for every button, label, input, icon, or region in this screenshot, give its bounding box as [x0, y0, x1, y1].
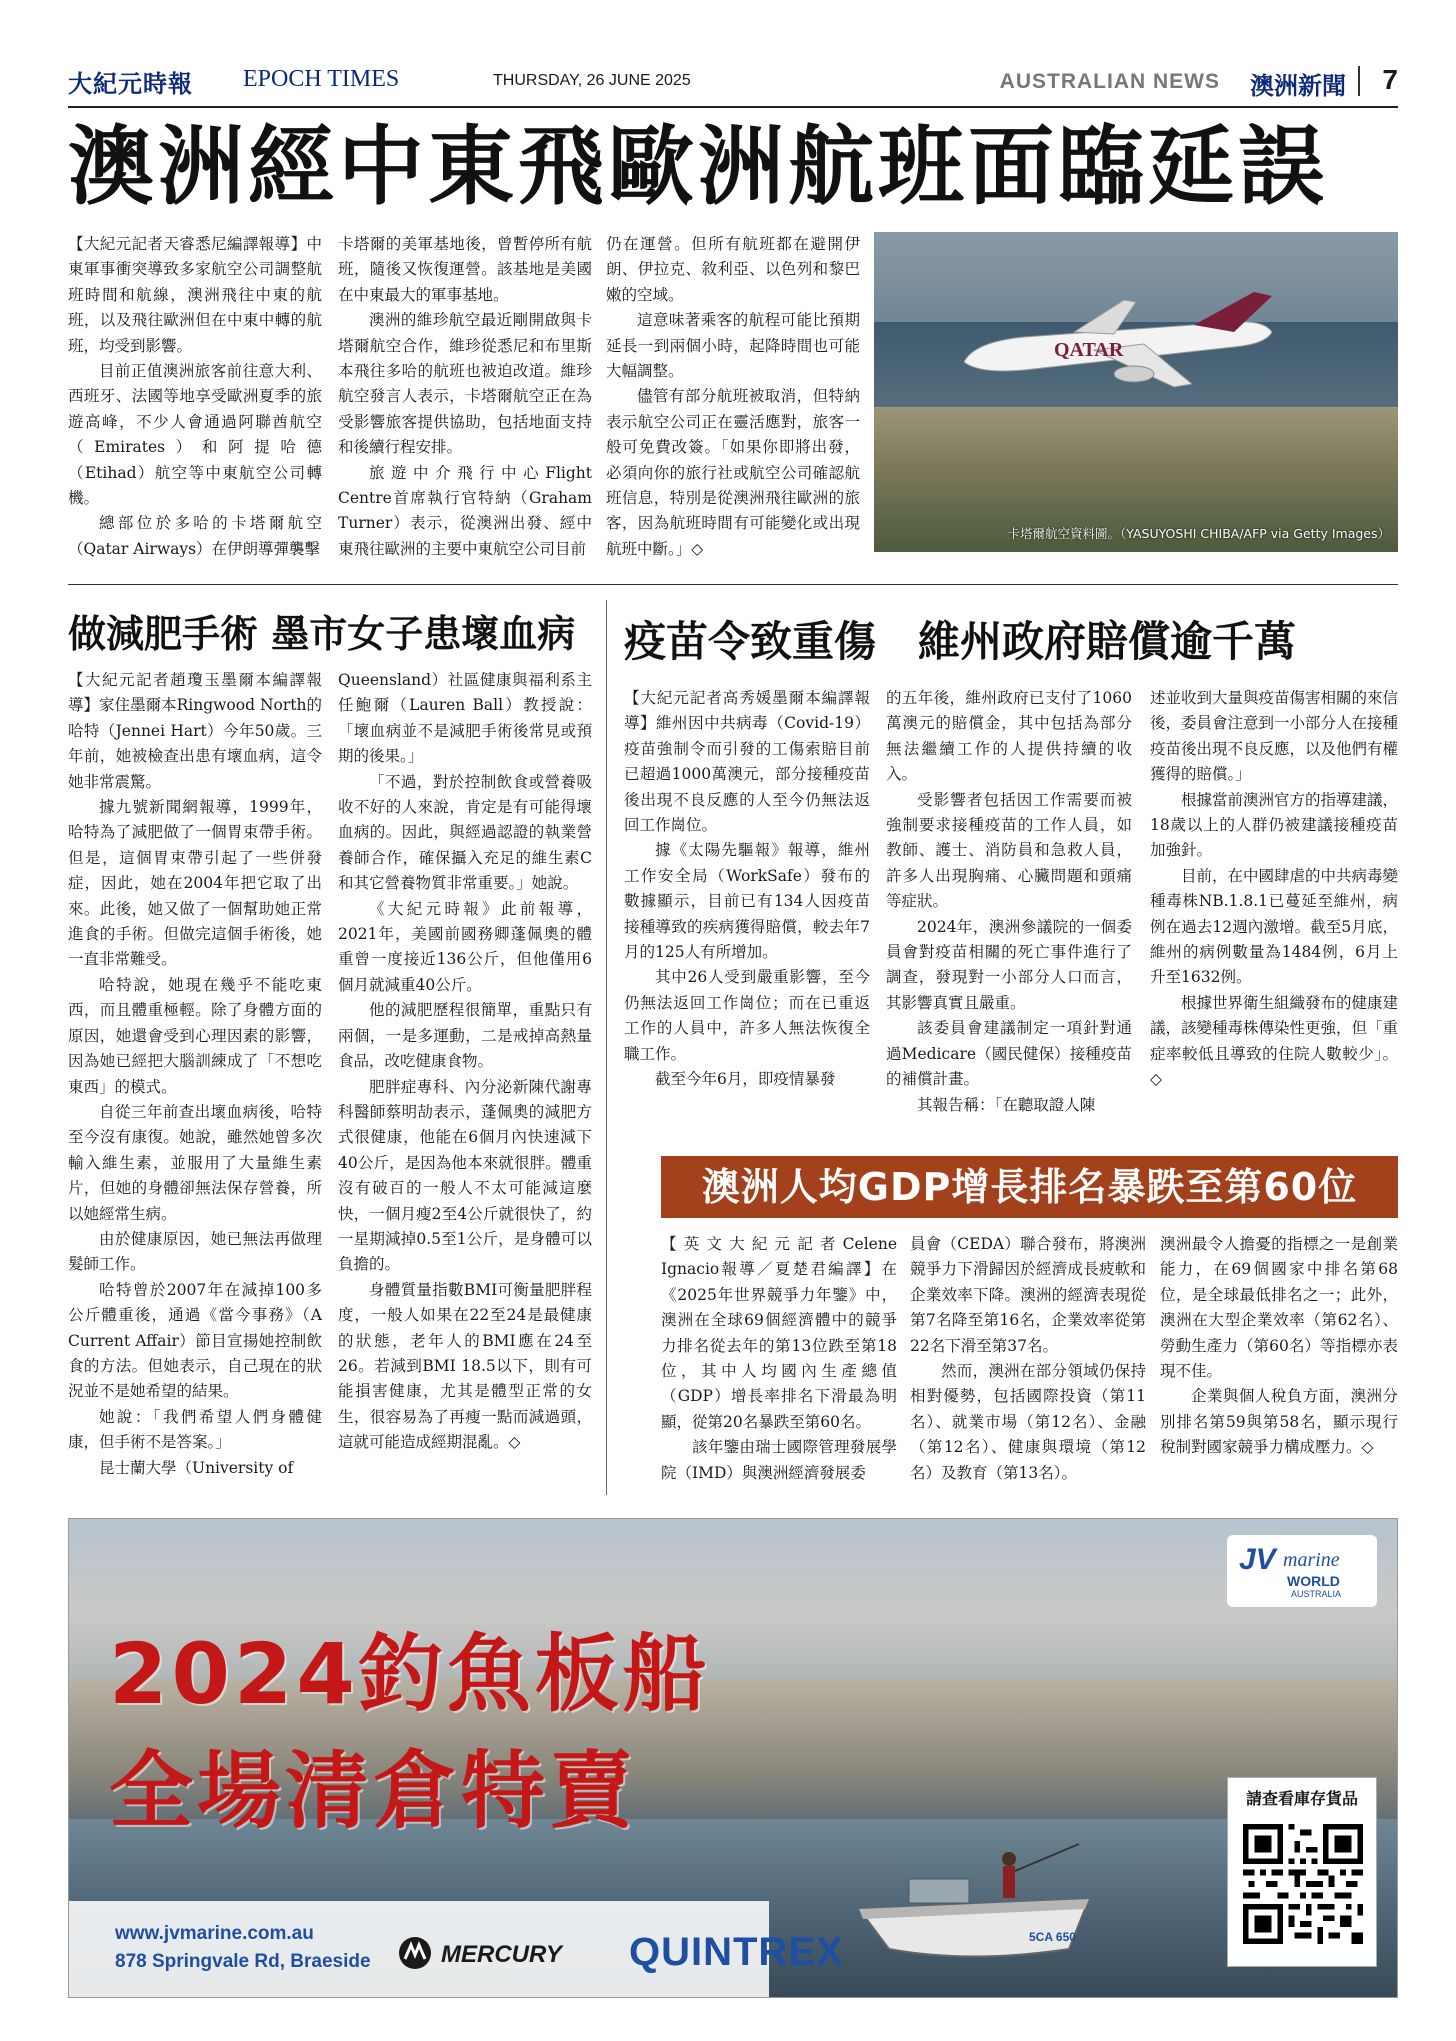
surgery-paragraph: 哈特曾於2007年在減掉100多公斤體重後，通過《當今事務》（A Current Affair）節目宣揚她控制飲食的方法。但她表示，自己現在的狀況並不是她希望的結果。: [68, 1280, 322, 1401]
ad-title-line-2: 全場清倉特賣: [109, 1742, 638, 1840]
lead-paragraph: 儘管有部分航班被取消，但特納表示航空公司正在靈活應對，旅客一般可免費改簽。「如果你即將出發，必須向你的旅行社或航空公司確認航班信息，特別是從澳洲飛往歐洲的旅客，因為航班時間有可能變化或出現航班中斷。」◇: [606, 387, 860, 557]
surgery-paragraph: 哈特說，她現在幾乎不能吃東西，而且體重極輕。除了身體方面的原因，她還會受到心理因素的影響，因為她已經把大腦訓練成了「不想吃東西」的模式。: [68, 975, 322, 1096]
vaccine-column-3: [1150, 686, 1398, 1136]
vaccine-paragraph: 根據當前澳洲官方的指導建議，18歲以上的人群仍被建議接種疫苗加強針。: [1150, 790, 1398, 860]
surgery-paragraph: 由於健康原因，她已無法再做理髮師工作。: [68, 1229, 322, 1274]
lead-headline: 澳洲經中東飛歐洲航班面臨延誤: [68, 117, 1328, 217]
vaccine-column-1: [624, 686, 870, 1136]
vaccine-paragraph: 2024年，澳洲參議院的一個委員會對疫苗相關的死亡事件進行了調查，發現對一小部分人口而言，其影響真實且嚴重。: [886, 917, 1132, 1012]
lead-paragraph: 旅遊中介飛行中心Flight Centre首席執行官特納（Graham Turner）表示，從澳洲出發、經中東飛往歐洲的主要中東航空公司目前: [338, 463, 592, 557]
ad-address: 878 Springvale Rd, Braeside: [115, 1951, 371, 1972]
surgery-paragraph: 身體質量指數BMI可衡量肥胖程度，一般人如果在22至24是最健康的狀態，老年人的BMI應在24至26。若減到BMI 18.5以下，則有可能損害健康，尤其是體型正常的女生，很容易為了再瘦一點而減過頭，這就可能造成經期混亂。◇: [338, 1280, 592, 1452]
lead-paragraph: 總部位於多哈的卡塔爾航空（Qatar Airways）在伊朗導彈襲擊: [68, 514, 322, 557]
qr-panel[interactable]: [1227, 1777, 1377, 1967]
surgery-paragraph: 「不過，對於控制飲食或營養吸收不好的人來說，肯定是有可能得壞血病的。因此，與經過認證的執業營養師合作，確保攝入充足的維生素C和其它營養物質非常重要。」她說。: [338, 772, 592, 893]
masthead-logo-english: EPOCH TIMES: [243, 66, 400, 92]
logo-jv-text: JV: [1239, 1543, 1276, 1576]
vaccine-paragraph: 的五年後，維州政府已支付了1060萬澳元的賠償金，其中包括為部分無法繼續工作的人提供持續的收入。: [886, 689, 1132, 784]
surgery-paragraph: 肥胖症專科、內分泌新陳代謝專科醫師蔡明劼表示，蓬佩奧的減肥方式很健康，他能在6個月內快速減下40公斤，是因為他本來就很胖。體重沒有破百的一般人不太可能減這麼快，一個月瘦2至4公斤就很快了，約一星期減掉0.5至1公斤，是身體可以負擔的。: [338, 1077, 592, 1274]
advertisement[interactable]: [68, 1518, 1398, 1998]
surgery-paragraph: 她說：「我們希望人們身體健康，但手術不是答案。」: [68, 1407, 322, 1452]
lead-paragraph: 卡塔爾的美軍基地後，曾暫停所有航班，隨後又恢復運營。該基地是美國在中東最大的軍事基地。: [338, 235, 592, 304]
mercury-logo-icon: [397, 1935, 441, 1971]
vaccine-paragraph: 【大紀元記者高秀媛墨爾本編譯報導】維州因中共病毒（Covid-19）疫苗強制令而引發的工傷索賠目前已超過1000萬澳元，部分接種疫苗後出現不良反應的人至今仍無法返回工作崗位。: [624, 689, 870, 835]
gdp-column-1: [661, 1232, 897, 1498]
gdp-column-2: [910, 1232, 1146, 1498]
lead-column-1: [68, 232, 322, 557]
surgery-paragraph: Queensland）社區健康與福利系主任鮑爾（Lauren Ball）教授說：「壞血病並不是減肥手術後常見或預期的後果。」: [338, 671, 592, 766]
boat-hull-label: 5CA 650: [1029, 1930, 1076, 1944]
gdp-column-3: [1160, 1232, 1398, 1498]
fishing-boat-image: [849, 1839, 1109, 1969]
lead-paragraph: 這意味著乘客的航程可能比預期延長一到兩個小時，起降時間也可能大幅調整。: [606, 311, 860, 381]
lead-paragraph: 目前正值澳洲旅客前往意大利、西班牙、法國等地享受歐洲夏季的旅遊高峰，不少人會通過阿聯酋航空（Emirates）和阿提哈德（Etihad）航空等中東航空公司轉機。: [68, 362, 322, 508]
vaccine-paragraph: 目前，在中國肆虐的中共病毒變種毒株NB.1.8.1已蔓延至維州，病例在過去12週內激增。截至5月底，維州的病例數量為1484例，6月上升至1632例。: [1150, 866, 1398, 987]
page-number: 7: [1382, 64, 1398, 95]
logo-marine-text: marine: [1283, 1549, 1340, 1571]
vaccine-paragraph: 其報告稱：「在聽取證人陳: [917, 1095, 1096, 1114]
jv-marine-logo[interactable]: [1227, 1535, 1377, 1607]
gdp-paragraph: 【英文大紀元記者Celene Ignacio報導／夏楚君編譯】在《2025年世界競爭力年鑒》中，澳洲在全球69個經濟體中的競爭力排名從去年的第13位跌至第18位，其中人均國內生產總值（GDP）增長率排名下滑最為明顯，從第20名暴跌至第60名。: [661, 1235, 897, 1431]
vaccine-paragraph: 受影響者包括因工作需要而被強制要求接種疫苗的工作人員，如教師、護士、消防員和急救人員，許多人出現胸痛、心臟問題和頭痛等症狀。: [886, 790, 1132, 911]
qr-code-icon[interactable]: [1243, 1824, 1363, 1944]
vaccine-paragraph: 述並收到大量與疫苗傷害相關的來信後，委員會注意到一小部分人在接種疫苗後出現不良反應，以及他們有權獲得的賠償。」: [1150, 689, 1398, 784]
mercury-brand-text: MERCURY: [441, 1941, 562, 1968]
logo-australia-text: AUSTRALIA: [1291, 1589, 1342, 1599]
gdp-paragraph: 員會（CEDA）聯合發布，將澳洲競爭力下滑歸因於經濟成長疲軟和企業效率下降。澳洲的經濟表現從第7名降至第16名，企業效率從第22名下滑至第37名。: [910, 1235, 1146, 1355]
quintrex-brand-text: QUINTREX: [629, 1930, 844, 1974]
section-divider: [68, 584, 1398, 585]
surgery-headline: 做減肥手術 墨市女子患壞血病: [68, 612, 576, 656]
gdp-paragraph: 澳洲最令人擔憂的指標之一是創業能力，在69個國家中排名第68位，是全球最低排名之一；此外，澳洲在大型企業效率（第62名）、勞動生產力（第60名）等指標亦表現不佳。: [1160, 1235, 1398, 1381]
airplane-livery-text: QATAR: [1054, 339, 1124, 361]
lead-column-3: [606, 232, 860, 557]
column-divider: [606, 600, 607, 1495]
surgery-paragraph: 昆士蘭大學（University of: [99, 1458, 294, 1477]
gdp-headline-banner: 澳洲人均GDP增長排名暴跌至第60位: [661, 1156, 1398, 1218]
ad-title-line-1: 2024釣魚板船: [109, 1625, 711, 1723]
gdp-paragraph: 企業與個人稅負方面，澳洲分別排名第59與第58名，顯示現行稅制對國家競爭力構成壓力。◇: [1160, 1387, 1398, 1457]
logo-world-text: WORLD: [1287, 1573, 1340, 1589]
section-name-chinese: 澳洲新聞: [1250, 72, 1346, 100]
surgery-paragraph: 【大紀元記者趙瓊玉墨爾本編譯報導】家住墨爾本Ringwood North的哈特（Jennei Hart）今年50歲。三年前，她被檢查出患有壞血病，這令她非常震驚。: [68, 671, 322, 791]
vaccine-paragraph: 其中26人受到嚴重影響，至今仍無法返回工作崗位；而在已重返工作的人員中，許多人無法恢復全職工作。: [624, 968, 870, 1063]
vaccine-paragraph: 截至今年6月，即疫情暴發: [655, 1070, 836, 1089]
masthead-logo-chinese: 大紀元時報: [68, 69, 193, 98]
masthead-divider: [1358, 66, 1360, 96]
photo-caption: 卡塔爾航空資料圖。（YASUYOSHI CHIBA/AFP via Getty Images）: [1007, 526, 1390, 541]
masthead: [68, 58, 1398, 108]
surgery-paragraph: 他的減肥歷程很簡單，重點只有兩個，一是多運動，二是戒掉高熱量食品，改吃健康食物。: [338, 1001, 592, 1071]
gdp-paragraph: 該年鑒由瑞士國際管理發展學院（IMD）與澳洲經濟發展委: [661, 1438, 897, 1482]
lead-paragraph: 【大紀元記者天睿悉尼編譯報導】中東軍事衝突導致多家航空公司調整航班時間和航線，澳洲飛往中東的航班，以及飛往歐洲但在中東中轉的航班，均受到影響。: [68, 235, 322, 355]
surgery-column-2: [338, 668, 592, 1498]
section-name-english: AUSTRALIAN NEWS: [999, 70, 1220, 93]
vaccine-paragraph: 根據世界衛生組織發布的健康建議，該變種毒株傳染性更強，但「重症率較低且導致的住院人數較少」。◇: [1150, 993, 1398, 1089]
vaccine-paragraph: 該委員會建議制定一項針對通過Medicare（國民健保）接種疫苗的補償計畫。: [886, 1019, 1132, 1089]
surgery-column-1: [68, 668, 322, 1498]
vaccine-paragraph: 據《太陽先驅報》報導，維州工作安全局（WorkSafe）發布的數據顯示，目前已有134人因疫苗接種導致的疾病獲得賠償，較去年7月的125人有所增加。: [624, 841, 870, 962]
lead-paragraph: 仍在運營。但所有航班都在避開伊朗、伊拉克、敘利亞、以色列和黎巴嫩的空域。: [606, 235, 860, 304]
gdp-paragraph: 然而，澳洲在部分領域仍保持相對優勢，包括國際投資（第11名）、就業市場（第12名）、金融（第12名）、健康與環境（第12名）及教育（第13名）。: [910, 1362, 1146, 1482]
airplane-image: [954, 292, 1284, 402]
surgery-paragraph: 據九號新聞網報導，1999年，哈特為了減肥做了一個胃束帶手術。但是，這個胃束帶引起了一些併發症，因此，她在2004年把它取了出來。此後，她又做了一個幫助她正常進食的手術。但做完這個手術後，她一直非常難受。: [68, 798, 322, 969]
surgery-paragraph: 自從三年前查出壞血病後，哈特至今沒有康復。她說，雖然她曾多次輸入維生素，並服用了大量維生素片，但她的身體卻無法保存營養，所以她經常生病。: [68, 1102, 322, 1223]
lead-column-2: [338, 232, 592, 557]
lead-photo: [874, 232, 1398, 552]
qr-label: 請查看庫存貨品: [1245, 1789, 1358, 1808]
lead-paragraph: 澳洲的維珍航空最近剛開啟與卡塔爾航空合作，維珍從悉尼和布里斯本飛往多哈的航班也被迫改道。維珍航空發言人表示，卡塔爾航空正在為受影響旅客提供協助，包括地面支持和後續行程安排。: [338, 311, 592, 457]
ad-website-link[interactable]: www.jvmarine.com.au: [115, 1923, 314, 1944]
vaccine-headline: 疫苗令致重傷 維州政府賠償逾千萬: [624, 617, 1297, 666]
issue-date: THURSDAY, 26 JUNE 2025: [493, 72, 691, 89]
surgery-paragraph: 《大紀元時報》此前報導，2021年，美國前國務卿蓬佩奧的體重曾一度接近136公斤，但他僅用6個月就減重40公斤。: [338, 899, 592, 994]
vaccine-column-2: [886, 686, 1132, 1136]
